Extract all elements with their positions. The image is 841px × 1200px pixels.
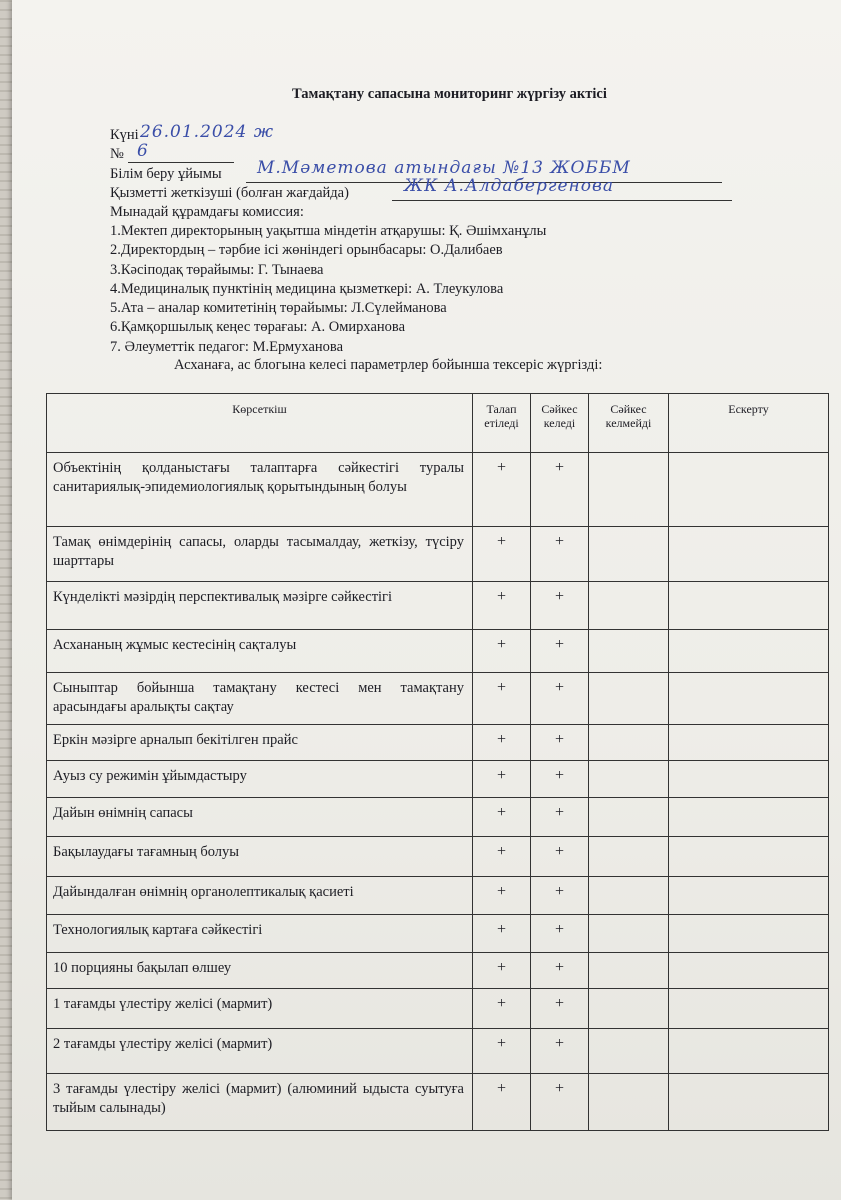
required-cell: +	[473, 582, 531, 630]
document-page	[12, 0, 841, 1200]
compliant-cell: +	[531, 1074, 589, 1131]
indicator-cell: Технологиялық картаға сәйкестігі	[47, 915, 473, 953]
required-cell: +	[473, 953, 531, 989]
table-row	[47, 1029, 829, 1074]
compliant-cell: +	[531, 877, 589, 915]
table-row	[47, 798, 829, 837]
table-row	[47, 1074, 829, 1131]
commission-member: 4.Медициналық пунктінің медицина қызметкері: А. Тлеукулова	[110, 281, 504, 297]
noncompliant-cell	[589, 1074, 669, 1131]
noncompliant-cell	[589, 673, 669, 725]
noncompliant-cell	[589, 989, 669, 1029]
noncompliant-cell	[589, 725, 669, 761]
note-cell	[669, 761, 829, 798]
required-cell: +	[473, 915, 531, 953]
indicator-cell: Сыныптар бойынша тамақтану кестесі мен тамақтану арасындағы аралықты сақтау	[47, 673, 473, 725]
required-cell: +	[473, 798, 531, 837]
inspection-table	[46, 393, 829, 1131]
table-row	[47, 725, 829, 761]
indicator-cell: Дайын өнімнің сапасы	[47, 798, 473, 837]
compliant-cell: +	[531, 725, 589, 761]
noncompliant-cell	[589, 1029, 669, 1074]
column-header-indicator: Көрсеткіш	[47, 394, 473, 453]
required-cell: +	[473, 673, 531, 725]
compliant-cell: +	[531, 453, 589, 527]
table-row	[47, 915, 829, 953]
indicator-cell: Асхананың жұмыс кестесінің сақталуы	[47, 630, 473, 673]
required-cell: +	[473, 877, 531, 915]
table-row	[47, 953, 829, 989]
noncompliant-cell	[589, 527, 669, 582]
noncompliant-cell	[589, 877, 669, 915]
commission-member: 1.Мектеп директорының уақытша міндетін атқарушы: Қ. Әшімханұлы	[110, 223, 547, 239]
column-header-noncompliant: Сәйкес келмейді	[589, 394, 669, 453]
noncompliant-cell	[589, 630, 669, 673]
note-cell	[669, 989, 829, 1029]
indicator-cell: Бақылаудағы тағамның болуы	[47, 837, 473, 877]
date-label: Күні	[110, 127, 139, 143]
note-cell	[669, 453, 829, 527]
required-cell: +	[473, 725, 531, 761]
indicator-cell: Еркін мәзірге арналып бекітілген прайс	[47, 725, 473, 761]
supplier-label: Қызметті жеткізуші (болған жағдайда)	[110, 185, 349, 201]
commission-member: 3.Кәсіподақ төрайымы: Г. Тынаева	[110, 262, 324, 278]
compliant-cell: +	[531, 761, 589, 798]
noncompliant-cell	[589, 453, 669, 527]
required-cell: +	[473, 453, 531, 527]
compliant-cell: +	[531, 953, 589, 989]
noncompliant-cell	[589, 798, 669, 837]
supplier-underline	[392, 200, 732, 201]
noncompliant-cell	[589, 953, 669, 989]
indicator-cell: Ауыз су режимін ұйымдастыру	[47, 761, 473, 798]
column-header-required: Талап етіледі	[473, 394, 531, 453]
note-cell	[669, 798, 829, 837]
note-cell	[669, 1074, 829, 1131]
column-header-note: Ескерту	[669, 394, 829, 453]
number-label: №	[110, 146, 124, 162]
note-cell	[669, 582, 829, 630]
indicator-cell: 1 тағамды үлестіру желісі (мармит)	[47, 989, 473, 1029]
compliant-cell: +	[531, 630, 589, 673]
required-cell: +	[473, 761, 531, 798]
table-row	[47, 761, 829, 798]
compliant-cell: +	[531, 527, 589, 582]
table-row	[47, 582, 829, 630]
commission-member: 5.Ата – аналар комитетінің төрайымы: Л.Сүлейманова	[110, 300, 447, 316]
table-row	[47, 630, 829, 673]
indicator-cell: Тамақ өнімдерінің сапасы, оларды тасымалдау, жеткізу, түсіру шарттары	[47, 527, 473, 582]
table-row	[47, 989, 829, 1029]
compliant-cell: +	[531, 582, 589, 630]
number-value: 6	[137, 141, 149, 161]
commission-member: 2.Директордың – тәрбие ісі жөніндегі орынбасары: О.Далибаев	[110, 242, 503, 258]
table-header-row	[47, 394, 829, 453]
note-cell	[669, 915, 829, 953]
indicator-cell: Дайындалған өнімнің органолептикалық қасиеті	[47, 877, 473, 915]
page-edge	[0, 0, 12, 1200]
organization-value: М.Мәметова атындағы №13 ЖОББМ	[257, 158, 631, 178]
compliant-cell: +	[531, 837, 589, 877]
note-cell	[669, 725, 829, 761]
compliant-cell: +	[531, 798, 589, 837]
document-title: Тамақтану сапасына мониторинг жүргізу актісі	[292, 86, 607, 102]
note-cell	[669, 630, 829, 673]
note-cell	[669, 953, 829, 989]
table-row	[47, 673, 829, 725]
compliant-cell: +	[531, 673, 589, 725]
indicator-cell: Объектінің қолданыстағы талаптарға сәйкестігі туралы санитариялық-эпидемиологиялық қорытындының болуы	[47, 453, 473, 527]
note-cell	[669, 1029, 829, 1074]
noncompliant-cell	[589, 582, 669, 630]
required-cell: +	[473, 630, 531, 673]
note-cell	[669, 673, 829, 725]
table-row	[47, 837, 829, 877]
required-cell: +	[473, 527, 531, 582]
date-value: 26.01.2024 ж	[140, 122, 275, 142]
table-row	[47, 527, 829, 582]
table-row	[47, 877, 829, 915]
indicator-cell: Күнделікті мәзірдің перспективалық мәзірге сәйкестігі	[47, 582, 473, 630]
indicator-cell: 3 тағамды үлестіру желісі (мармит) (алюминий ыдыста суытуға тыйым салынады)	[47, 1074, 473, 1131]
compliant-cell: +	[531, 1029, 589, 1074]
noncompliant-cell	[589, 761, 669, 798]
note-cell	[669, 837, 829, 877]
indicator-cell: 2 тағамды үлестіру желісі (мармит)	[47, 1029, 473, 1074]
column-header-compliant: Сәйкес келеді	[531, 394, 589, 453]
compliant-cell: +	[531, 989, 589, 1029]
required-cell: +	[473, 1029, 531, 1074]
compliant-cell: +	[531, 915, 589, 953]
note-cell	[669, 527, 829, 582]
commission-member: 6.Қамқоршылық кеңес төрағаы: А. Омирханова	[110, 319, 406, 335]
commission-label: Мынадай құрамдағы комиссия:	[110, 204, 304, 220]
number-underline	[128, 162, 234, 163]
inspection-intro: Асханаға, ас блогына келесі параметрлер бойынша тексеріс жүргізді:	[174, 357, 603, 373]
noncompliant-cell	[589, 915, 669, 953]
organization-label: Білім беру ұйымы	[110, 166, 222, 182]
required-cell: +	[473, 837, 531, 877]
commission-member: 7. Әлеуметтік педагог: М.Ермуханова	[110, 339, 344, 355]
indicator-cell: 10 порцияны бақылап өлшеу	[47, 953, 473, 989]
required-cell: +	[473, 1074, 531, 1131]
required-cell: +	[473, 989, 531, 1029]
table-row	[47, 453, 829, 527]
supplier-value: ЖК А.Алдабергенова	[404, 176, 614, 196]
note-cell	[669, 877, 829, 915]
noncompliant-cell	[589, 837, 669, 877]
